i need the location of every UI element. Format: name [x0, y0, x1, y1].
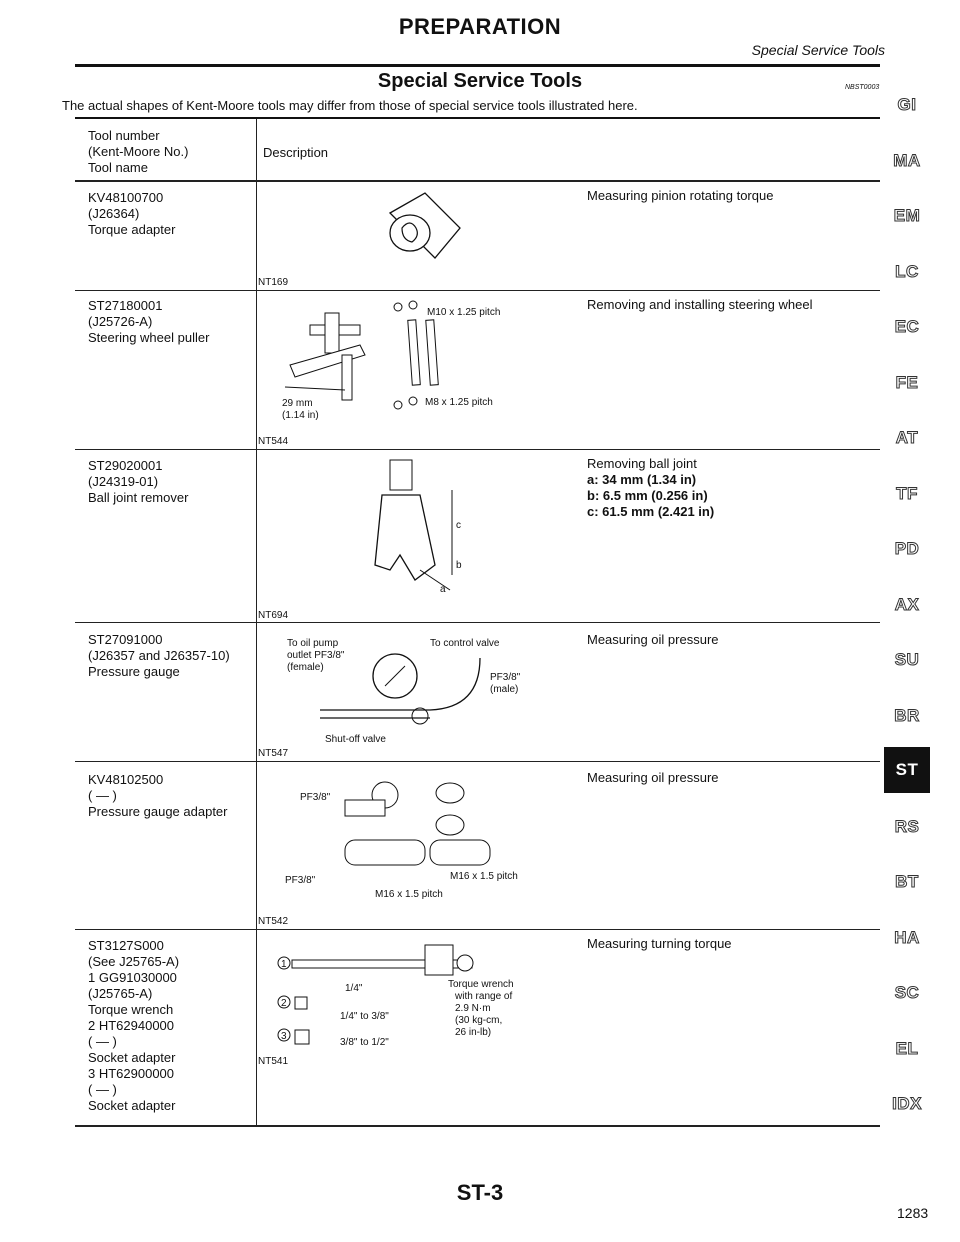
torque-adapter-figure — [380, 188, 470, 268]
pressure-gauge-figure — [280, 628, 570, 748]
section-tab-fe[interactable]: FE — [895, 372, 919, 392]
page-number: 1283 — [897, 1205, 929, 1221]
adapter-label: M16 x 1.5 pitch — [375, 889, 443, 900]
tool-info: ST27180001 (J25726-A) Steering wheel puller — [88, 298, 210, 345]
section-code: NBST0003 — [845, 84, 880, 91]
steering-wheel-puller-figure — [270, 295, 560, 425]
section-tab-gi[interactable]: GI — [897, 95, 917, 114]
tool-description: Measuring pinion rotating torque — [587, 188, 774, 203]
row-divider — [75, 761, 880, 762]
section-tab-rs[interactable]: RS — [894, 816, 920, 836]
col-header-description: Description — [263, 145, 329, 160]
ball-joint-remover-figure — [360, 455, 490, 600]
section-tab-em[interactable]: EM — [893, 206, 921, 225]
dim-label-a: a — [440, 584, 446, 595]
row-divider — [75, 290, 880, 291]
section-note: The actual shapes of Kent-Moore tools may differ from those of special service tools illustrated here. — [62, 98, 638, 113]
callout-number: 3 — [281, 1031, 287, 1042]
gauge-label: PF3/8" — [490, 672, 521, 683]
section-tab-ha[interactable]: HA — [894, 927, 920, 947]
section-tab-st[interactable]: ST — [884, 747, 930, 793]
gauge-label: To control valve — [430, 638, 500, 649]
tool-info: KV48102500 ( — ) Pressure gauge adapter — [88, 772, 228, 819]
section-tab-ec[interactable]: EC — [894, 317, 920, 336]
wrench-range: (30 kg-cm, — [455, 1015, 503, 1026]
section-tab-ax[interactable]: AX — [894, 594, 920, 614]
pressure-gauge-adapter-figure — [270, 775, 560, 905]
dim-label-b: b — [456, 560, 462, 571]
puller-label-m8: M8 x 1.25 pitch — [425, 397, 493, 408]
section-tab-idx[interactable]: IDX — [892, 1094, 922, 1113]
puller-label-29mm: 29 mm — [282, 398, 313, 409]
section-title: Special Service Tools — [377, 70, 583, 92]
gauge-label: (female) — [287, 662, 324, 673]
spec-line: c: 61.5 mm (2.421 in) — [587, 504, 715, 519]
row-divider — [75, 929, 880, 930]
dim-label-c: c — [456, 520, 461, 531]
col-header-tool: Tool number (Kent-Moore No.) Tool name — [88, 128, 189, 175]
tool-description: Removing and installing steering wheel — [587, 297, 813, 312]
wrench-range: with range of — [455, 991, 513, 1002]
table-header-rule — [75, 180, 880, 182]
figure-code: NT542 — [258, 916, 289, 927]
page-header-title: PREPARATION — [398, 14, 562, 39]
figure-code: NT694 — [258, 610, 289, 621]
wrench-range: Torque wrench — [448, 979, 514, 990]
section-tab-el[interactable]: EL — [895, 1038, 919, 1058]
section-tab-su[interactable]: SU — [894, 650, 920, 669]
table-bottom-rule — [75, 1125, 880, 1127]
tool-info: KV48100700 (J26364) Torque adapter — [88, 190, 176, 237]
gauge-label: (male) — [490, 684, 519, 695]
figure-code: NT541 — [258, 1056, 289, 1067]
table-top-rule — [75, 117, 880, 119]
tool-info: ST3127S000 (See J25765-A) 1 GG91030000 (J25765-A) Torque wrench 2 HT62940000 ( — ) Socket adapter 3 HT62900000 ( — ) Socket adapter — [88, 938, 180, 1113]
socket-size: 1/4" — [345, 983, 363, 994]
callout-number: 2 — [281, 998, 287, 1009]
socket-size: 1/4" to 3/8" — [340, 1011, 389, 1022]
figure-code: NT169 — [258, 277, 289, 288]
wrench-range: 2.9 N·m — [455, 1003, 491, 1014]
puller-label-m10: M10 x 1.25 pitch — [427, 307, 501, 318]
gauge-label: outlet PF3/8" — [287, 650, 345, 661]
section-tab-at[interactable]: AT — [895, 428, 919, 447]
torque-wrench-figure — [270, 935, 560, 1055]
spec-line: b: 6.5 mm (0.256 in) — [587, 488, 708, 503]
wrench-range: 26 in-lb) — [455, 1027, 492, 1038]
socket-size: 3/8" to 1/2" — [340, 1037, 389, 1048]
adapter-label: PF3/8" — [285, 875, 316, 886]
page-label: ST-3 — [456, 1180, 504, 1205]
callout-number: 1 — [281, 959, 287, 970]
puller-label-114in: (1.14 in) — [282, 410, 319, 421]
section-tab-br[interactable]: BR — [894, 705, 920, 725]
page-header-subtitle: Special Service Tools — [751, 42, 885, 58]
row-divider — [75, 449, 880, 450]
gauge-label: To oil pump — [287, 638, 339, 649]
gauge-label: Shut-off valve — [325, 734, 386, 745]
section-tab-sc[interactable]: SC — [894, 983, 920, 1002]
spec-line: a: 34 mm (1.34 in) — [587, 472, 697, 487]
section-tab-bt[interactable]: BT — [895, 872, 919, 891]
row-divider — [75, 622, 880, 623]
tool-description: Measuring oil pressure — [587, 632, 719, 647]
figure-code: NT544 — [258, 436, 289, 447]
tool-description: Removing ball joint — [587, 456, 697, 471]
tool-description: Measuring oil pressure — [587, 770, 719, 785]
section-tab-tf[interactable]: TF — [896, 483, 918, 503]
tool-description: Measuring turning torque — [587, 936, 732, 951]
section-tab-ma[interactable]: MA — [893, 150, 921, 170]
section-tab-pd[interactable]: PD — [894, 539, 920, 558]
tool-info: ST27091000 (J26357 and J26357-10) Pressure gauge — [88, 632, 230, 679]
header-rule — [75, 64, 880, 67]
adapter-label: M16 x 1.5 pitch — [450, 871, 518, 882]
figure-code: NT547 — [258, 748, 289, 759]
section-tab-lc[interactable]: LC — [895, 261, 919, 281]
adapter-label: PF3/8" — [300, 792, 331, 803]
tool-info: ST29020001 (J24319-01) Ball joint remover — [88, 458, 189, 505]
